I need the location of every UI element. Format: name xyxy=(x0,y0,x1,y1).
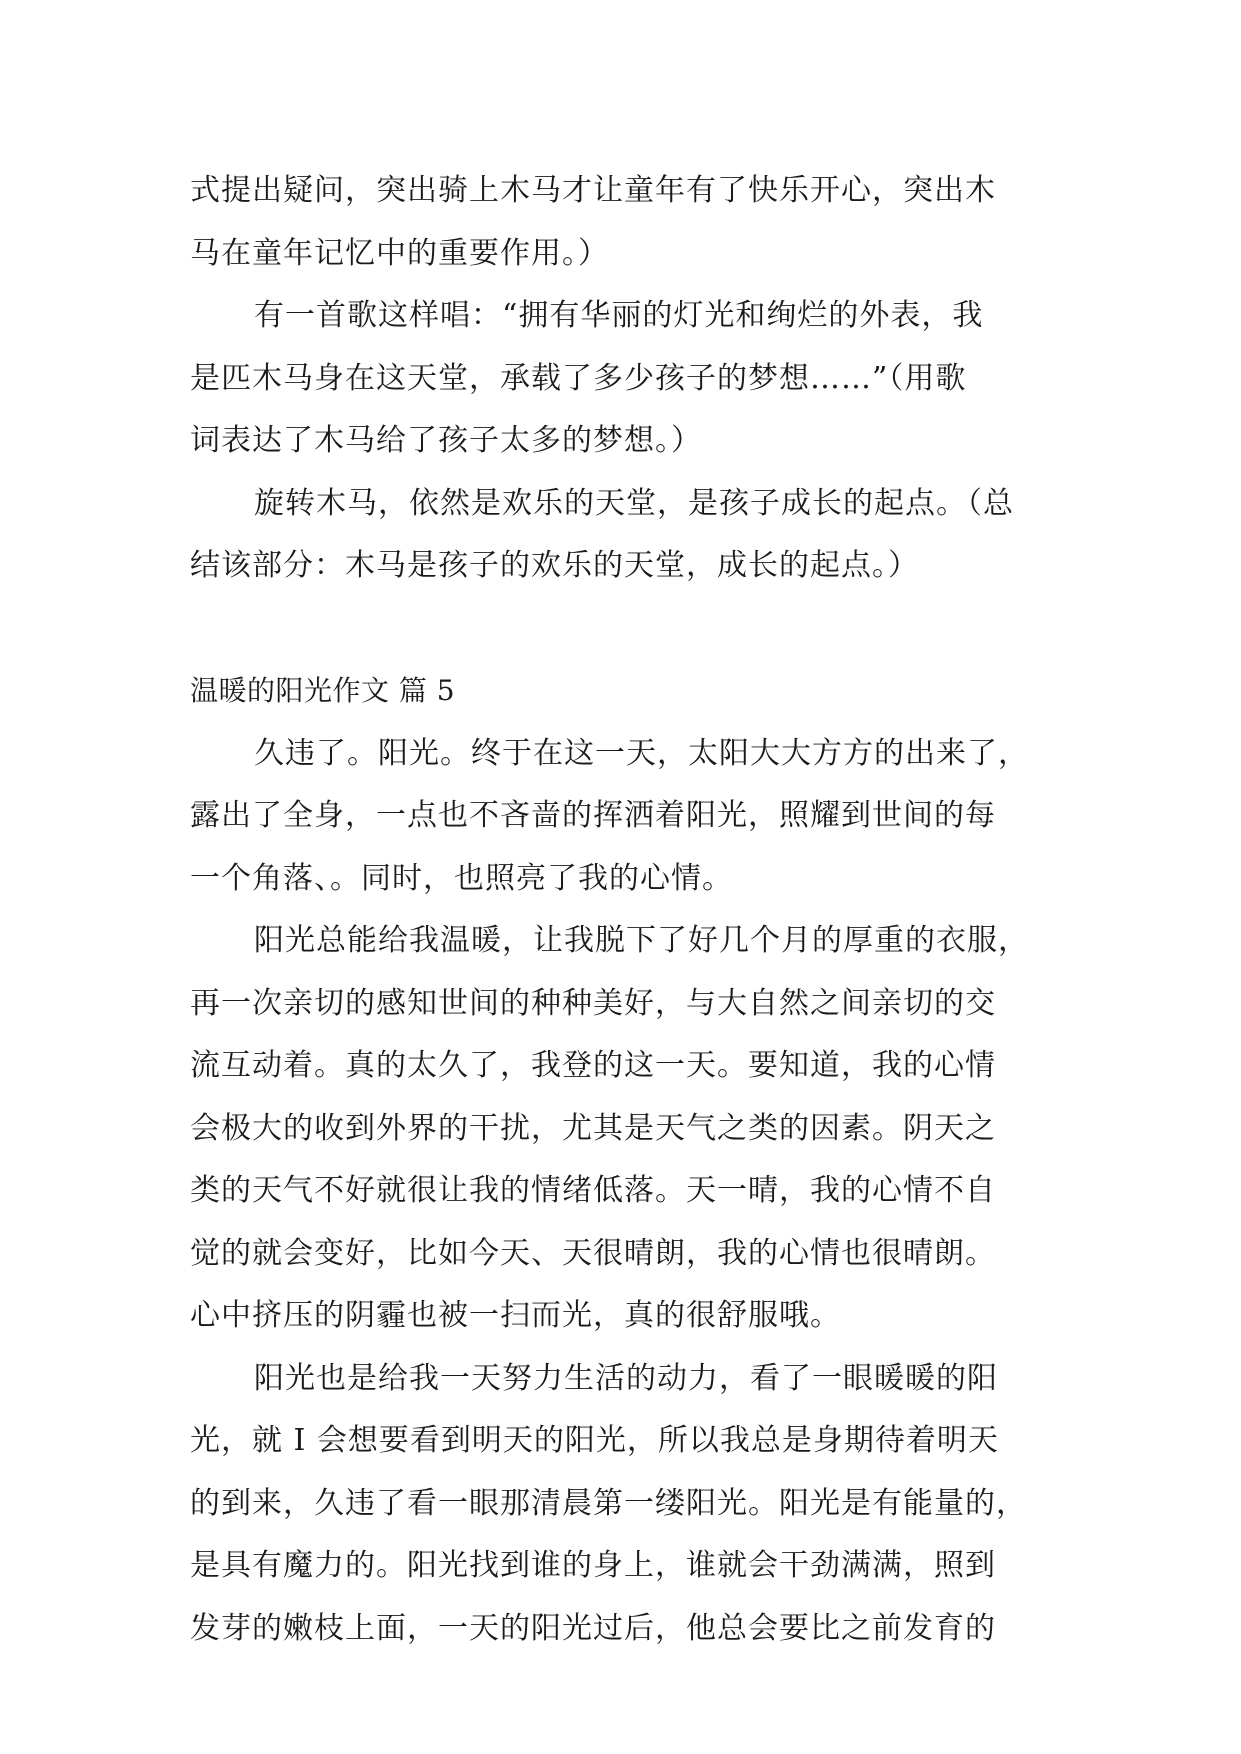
section-spacer xyxy=(190,598,1060,661)
paragraph-line: 结该部分：木马是孩子的欢乐的天堂，成长的起点。） xyxy=(190,548,919,583)
paragraph-line: 一个角落、。同时，也照亮了我的心情。 xyxy=(190,860,733,896)
paragraph-line: 旋转木马，依然是欢乐的天堂，是孩子成长的起点。（总 xyxy=(254,485,1014,521)
paragraph-line: 词表达了木马给了孩子太多的梦想。） xyxy=(190,423,702,458)
paragraph-line: 是具有魔力的。阳光找到谁的身上，谁就会干劲满满，照到 xyxy=(190,1548,996,1583)
paragraph-line: 心中挤压的阴霾也被一扫而光，真的很舒服哦。 xyxy=(190,1298,841,1333)
paragraph-line: 露出了全身，一点也不吝啬的挥洒着阳光，照耀到世间的每 xyxy=(190,798,996,833)
paragraph-line: 久违了。阳光。终于在这一天，太阳大大方方的出来了， xyxy=(254,735,1029,771)
paragraph-line: 阳光总能给我温暖，让我脱下了好几个月的厚重的衣服， xyxy=(254,923,1029,958)
document-page xyxy=(190,160,1060,1660)
paragraph-line: 觉的就会变好，比如今天、天很晴朗，我的心情也很晴朗。 xyxy=(190,1235,996,1271)
section-heading: 温暖的阳光作文 篇 5 xyxy=(190,674,456,707)
paragraph-line: 发芽的嫩枝上面，一天的阳光过后，他总会要比之前发育的 xyxy=(190,1610,996,1646)
paragraph-line: 阳光也是给我一天努力生活的动力，看了一眼暖暖的阳 xyxy=(254,1360,998,1396)
paragraph-line: 光，就 I 会想要看到明天的阳光，所以我总是身期待着明天 xyxy=(190,1423,999,1458)
paragraph-line: 马在童年记忆中的重要作用。） xyxy=(190,235,609,271)
paragraph-line: 类的天气不好就很让我的情绪低落。天一晴，我的心情不自 xyxy=(190,1173,996,1208)
paragraph-line: 会极大的收到外界的干扰，尤其是天气之类的因素。阴天之 xyxy=(190,1110,996,1146)
paragraph-line: 再一次亲切的感知世间的种种美好，与大自然之间亲切的交 xyxy=(190,985,996,1021)
paragraph-line: 是匹木马身在这天堂，承载了多少孩子的梦想……”（用歌 xyxy=(190,360,967,396)
paragraph-line: 式提出疑问，突出骑上木马才让童年有了快乐开心，突出木 xyxy=(190,173,996,208)
paragraph-line: 流互动着。真的太久了，我登的这一天。要知道，我的心情 xyxy=(190,1048,996,1083)
paragraph-line: 有一首歌这样唱：“拥有华丽的灯光和绚烂的外表，我 xyxy=(254,298,984,333)
paragraph-line: 的到来，久违了看一眼那清晨第一缕阳光。阳光是有能量的， xyxy=(190,1485,1027,1521)
